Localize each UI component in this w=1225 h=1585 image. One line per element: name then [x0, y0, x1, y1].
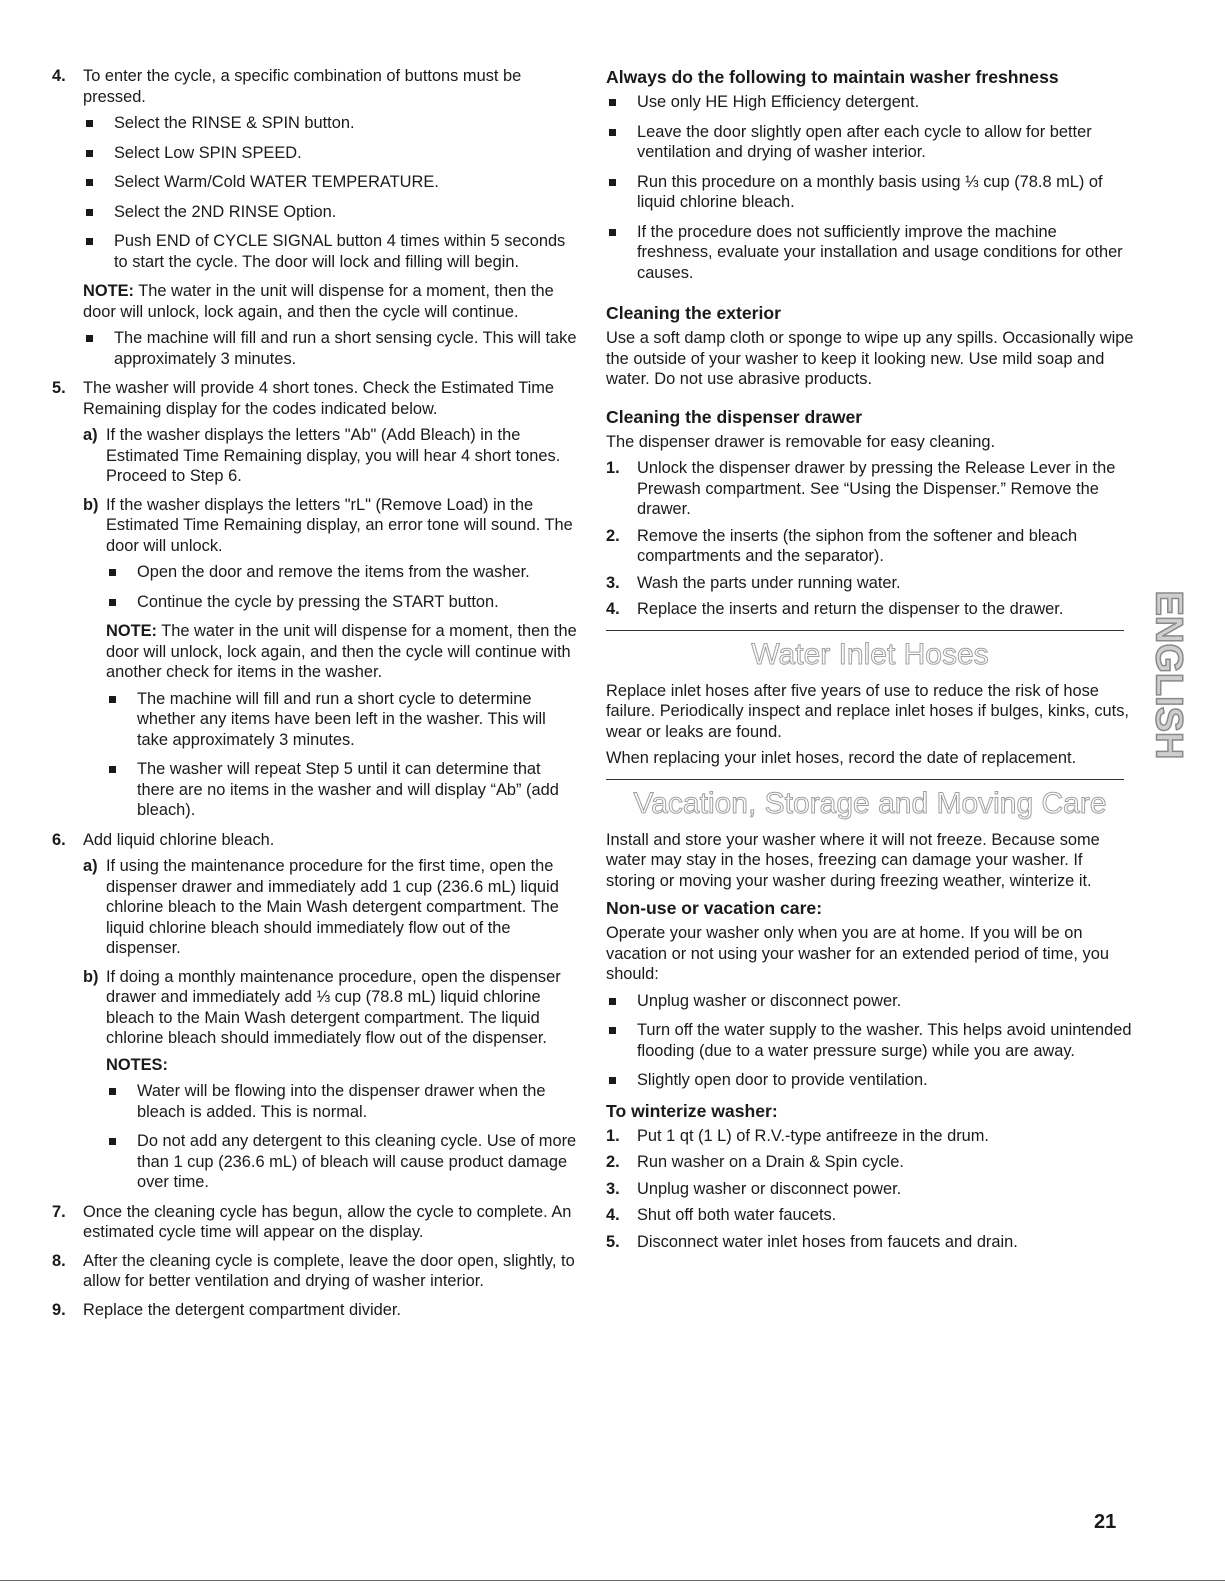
list-item: Open the door and remove the items from the washer.: [106, 562, 580, 583]
step-number: 6.: [52, 830, 66, 849]
language-side-tab: [1147, 580, 1190, 770]
list-item: Turn off the water supply to the washer. This helps avoid unintended flooding (due to a water pressure surge) while you are away.: [606, 1020, 1134, 1061]
vacation-title: Vacation, Storage and Moving Care: [633, 786, 1107, 820]
step-number: 1.: [606, 1126, 620, 1145]
list-item: Select the 2ND RINSE Option.: [83, 202, 580, 223]
step-number: 2.: [606, 526, 620, 545]
substep-a: [83, 856, 580, 959]
step-number: 8.: [52, 1251, 66, 1270]
step-text: Disconnect water inlet hoses from faucets and drain.: [637, 1232, 1018, 1251]
step-number: 3.: [606, 1179, 620, 1198]
page-bottom-rule: [0, 1580, 1225, 1581]
substep-letter: a): [83, 857, 98, 875]
freshness-heading: Always do the following to maintain washer freshness: [606, 67, 1059, 87]
step-text: Unlock the dispenser drawer by pressing the Release Lever in the Prewash compartment. See “Using the Dispenser.” Remove the drawer.: [637, 459, 1116, 518]
step-number: 4.: [606, 1206, 620, 1224]
right-column: [606, 66, 1134, 1258]
list-item: Select Warm/Cold WATER TEMPERATURE.: [83, 172, 580, 193]
drawer-step: [606, 599, 1134, 620]
note-label: NOTE:: [106, 622, 157, 640]
substep-text: If using the maintenance procedure for the first time, open the dispenser drawer and immediately add 1 cup (236.6 mL) liquid chlorine bleach to the Main Wash detergent compartment. The liquid chlorine bleach should immediately flow out of the dispenser.: [106, 857, 559, 957]
drawer-step: [606, 458, 1134, 520]
hoses-text-2: When replacing your inlet hoses, record the date of replacement.: [606, 749, 1077, 767]
note: [106, 621, 580, 683]
step-text: Wash the parts under running water.: [637, 573, 901, 592]
substep-b: [83, 967, 580, 1193]
section-divider: [606, 779, 1124, 780]
note: [83, 281, 580, 322]
drawer-step: [606, 573, 1134, 594]
step-number: 4.: [606, 600, 620, 618]
list-item: Continue the cycle by pressing the START button.: [106, 592, 580, 613]
list-item: Water will be flowing into the dispenser drawer when the bleach is added. This is normal.: [106, 1081, 580, 1122]
step-text: To enter the cycle, a specific combination of buttons must be pressed.: [83, 67, 522, 106]
step-text: Put 1 qt (1 L) of R.V.-type antifreeze in the drum.: [637, 1126, 989, 1145]
step-number: 5.: [606, 1232, 620, 1251]
step-number: 2.: [606, 1153, 620, 1171]
step-9: [52, 1300, 580, 1321]
list-item: The machine will fill and run a short cycle to determine whether any items have been left in the washer. This will take approximately 3 minutes.: [106, 689, 580, 751]
winterize-step: [606, 1205, 1134, 1226]
hoses-title: Water Inlet Hoses: [751, 637, 989, 671]
list-item: Select the RINSE & SPIN button.: [83, 113, 580, 134]
step-4: [52, 66, 580, 369]
substep-letter: a): [83, 426, 98, 444]
substep-text: If the washer displays the letters "Ab" (Add Bleach) in the Estimated Time Remaining display, you will hear 4 short tones. Proceed to Step 6.: [106, 426, 561, 485]
step-text: Remove the inserts (the siphon from the softener and bleach compartments and the separator).: [637, 526, 1078, 565]
step-text: Replace the inserts and return the dispenser to the drawer.: [637, 600, 1064, 618]
nonuse-heading: Non-use or vacation care:: [606, 898, 823, 918]
winterize-step: [606, 1126, 1134, 1147]
substep-text: If doing a monthly maintenance procedure, open the dispenser drawer and immediately add ⅓ cup (78.8 mL) liquid chlorine bleach to the Main Wash detergent compartment. The liquid chlorine bleach should immediately flow out of the dispenser.: [106, 967, 561, 1047]
page-number: 21: [1094, 1511, 1117, 1533]
step-number: 5.: [52, 379, 66, 397]
drawer-step: [606, 526, 1134, 567]
list-item: Do not add any detergent to this cleaning cycle. Use of more than 1 cup (236.6 mL) of bleach will cause product damage over time.: [106, 1131, 580, 1193]
vacation-text: Install and store your washer where it will not freeze. Because some water may stay in the hoses, freezing can damage your washer. If storing or moving your washer during freezing weather, winterize it.: [606, 830, 1100, 890]
step-text: Add liquid chlorine bleach.: [83, 830, 275, 849]
winterize-heading: To winterize washer:: [606, 1100, 778, 1121]
hoses-text: Replace inlet hoses after five years of use to reduce the risk of hose failure. Periodically inspect and replace inlet hoses if bulges, kinks, cuts, wear or leaks are found.: [606, 681, 1129, 741]
list-item: Push END of CYCLE SIGNAL button 4 times within 5 seconds to start the cycle. The door will lock and filling will begin.: [83, 231, 580, 272]
section-divider: [606, 630, 1124, 631]
step-text: The washer will provide 4 short tones. Check the Estimated Time Remaining display for the codes indicated below.: [83, 379, 554, 418]
notes-label: NOTES:: [106, 1055, 168, 1074]
substep-letter: b): [83, 967, 99, 986]
nonuse-text: Operate your washer only when you are at home. If you will be on vacation or not using your washer for an extended period of time, you should:: [606, 924, 1109, 983]
step-7: [52, 1202, 580, 1243]
list-item: The machine will fill and run a short sensing cycle. This will take approximately 3 minutes.: [83, 328, 580, 369]
list-item: Run this procedure on a monthly basis using ⅓ cup (78.8 mL) of liquid chlorine bleach.: [606, 172, 1134, 213]
list-item: Select Low SPIN SPEED.: [83, 143, 580, 164]
step-text: After the cleaning cycle is complete, leave the door open, slightly, to allow for better ventilation and drying of washer interior.: [83, 1251, 575, 1290]
step-text: Replace the detergent compartment divider.: [83, 1300, 401, 1319]
list-item: Unplug washer or disconnect power.: [606, 991, 1134, 1012]
step-5: [52, 378, 580, 821]
step-text: Shut off both water faucets.: [637, 1206, 837, 1224]
list-item: If the procedure does not sufficiently improve the machine freshness, evaluate your installation and usage conditions for other causes.: [606, 222, 1134, 284]
exterior-heading: Cleaning the exterior: [606, 303, 782, 323]
step-number: 4.: [52, 67, 66, 85]
drawer-heading: Cleaning the dispenser drawer: [606, 406, 863, 427]
step-number: 3.: [606, 573, 620, 592]
substep-text: If the washer displays the letters "rL" (Remove Load) in the Estimated Time Remaining display, an error tone will sound. The door will unlock.: [106, 495, 573, 555]
step-number: 9.: [52, 1300, 66, 1319]
step-text: Unplug washer or disconnect power.: [637, 1179, 902, 1198]
step-8: [52, 1251, 580, 1292]
language-label: ENGLISH: [1147, 590, 1190, 760]
step-6: [52, 830, 580, 1193]
drawer-text: The dispenser drawer is removable for easy cleaning.: [606, 432, 996, 451]
winterize-step: [606, 1232, 1134, 1253]
list-item: Slightly open door to provide ventilation.: [606, 1070, 1134, 1091]
step-number: 7.: [52, 1202, 66, 1221]
substep-b: [83, 495, 580, 821]
note-text: The water in the unit will dispense for a moment, then the door will unlock, lock again, and then the cycle will continue.: [83, 282, 554, 321]
left-column: [52, 66, 580, 1328]
step-text: Run washer on a Drain & Spin cycle.: [637, 1153, 904, 1171]
substep-letter: b): [83, 495, 99, 514]
step-number: 1.: [606, 459, 620, 477]
note-label: NOTE:: [83, 282, 134, 300]
winterize-step: [606, 1152, 1134, 1173]
list-item: Leave the door slightly open after each cycle to allow for better ventilation and drying of washer interior.: [606, 122, 1134, 163]
step-text: Once the cleaning cycle has begun, allow the cycle to complete. An estimated cycle time will appear on the display.: [83, 1202, 572, 1241]
list-item: The washer will repeat Step 5 until it can determine that there are no items in the washer and will display “Ab” (add bleach).: [106, 759, 580, 821]
list-item: Use only HE High Efficiency detergent.: [606, 92, 1134, 113]
winterize-step: [606, 1179, 1134, 1200]
substep-a: [83, 425, 580, 487]
note-text: The water in the unit will dispense for a moment, then the door will unlock, lock again, and then the cycle will continue with another check for items in the washer.: [106, 622, 577, 681]
exterior-text: Use a soft damp cloth or sponge to wipe up any spills. Occasionally wipe the outside of your washer to keep it looking new. Use mild soap and water. Do not use abrasive products.: [606, 329, 1134, 388]
